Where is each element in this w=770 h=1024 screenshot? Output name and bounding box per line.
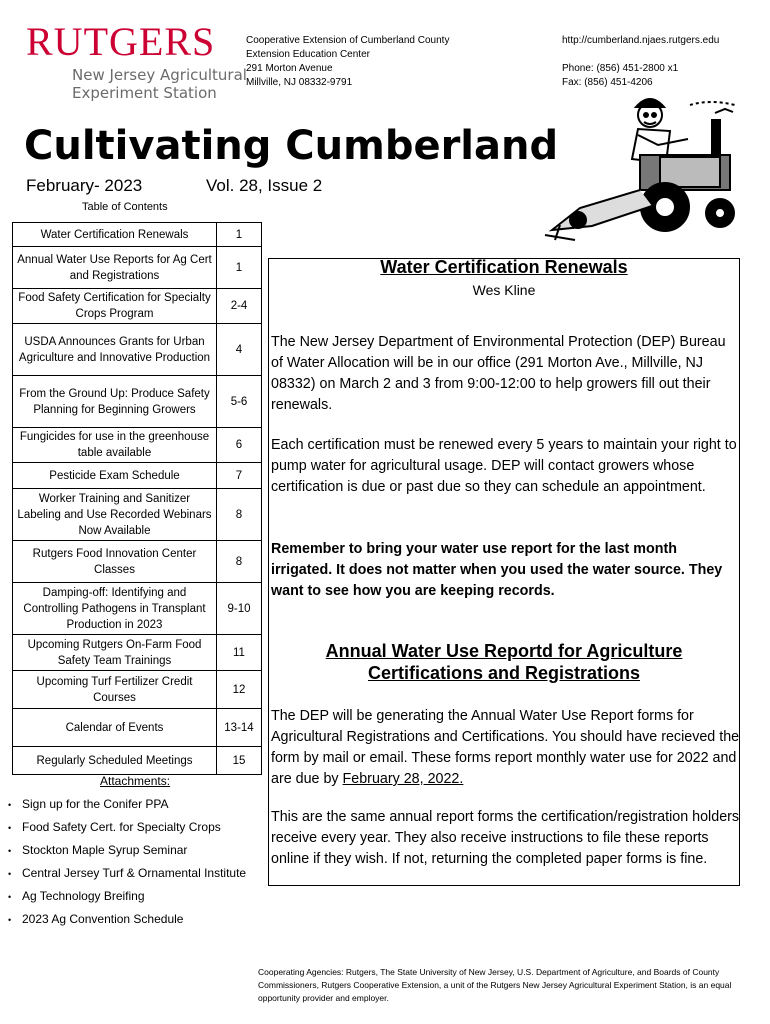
logo-subtitle-line2: Experiment Station	[72, 84, 217, 102]
table-row[interactable]	[13, 709, 262, 747]
table-row[interactable]	[13, 247, 262, 289]
list-item: • Central Jersey Turf & Ornamental Institute	[8, 865, 246, 888]
article-paragraph-bold: Remember to bring your water use report for the last month irrigated. It does not matter when you used the water source. They want to see how you are keeping records.	[271, 541, 723, 599]
toc-heading: Table of Contents	[82, 201, 168, 213]
toc-item-label: Upcoming Rutgers On-Farm Food Safety Team Trainings	[13, 635, 217, 671]
toc-item-label: From the Ground Up: Produce Safety Planning for Beginning Growers	[13, 376, 217, 428]
toc-page-number: 11	[217, 635, 262, 671]
address-line: Extension Education Center	[246, 49, 370, 60]
article-paragraph	[271, 706, 741, 790]
due-date: February 28, 2022.	[342, 771, 464, 787]
toc-page-number: 5-6	[217, 376, 262, 428]
logo-subtitle	[72, 66, 247, 102]
table-row[interactable]	[13, 635, 262, 671]
article-paragraph: Each certification must be renewed every 5 years to maintain your right to pump water for agricultural usage. DEP will contact growers whose certification is due or past due so they can schedule an appointment.	[271, 437, 737, 495]
toc-item-label: Water Certification Renewals	[13, 223, 217, 247]
toc-page-number: 2-4	[217, 289, 262, 324]
toc-page-number: 8	[217, 541, 262, 583]
toc-item-label: Rutgers Food Innovation Center Classes	[13, 541, 217, 583]
address-line: 291 Morton Avenue	[246, 63, 333, 74]
toc-item-label: Regularly Scheduled Meetings	[13, 747, 217, 775]
rutgers-logo: RUTGERS	[26, 19, 216, 64]
office-address	[246, 34, 449, 90]
table-row[interactable]	[13, 747, 262, 775]
table-row[interactable]	[13, 223, 262, 247]
article-author: Wes Kline	[472, 282, 536, 298]
logo-subtitle-line1: New Jersey Agricultural	[72, 66, 247, 84]
website-link[interactable]: http://cumberland.njaes.rutgers.edu	[562, 35, 720, 46]
toc-item-label: Pesticide Exam Schedule	[13, 463, 217, 489]
issue-date: February- 2023	[26, 176, 143, 195]
attachments-list	[8, 796, 246, 934]
toc-page-number: 8	[217, 489, 262, 541]
list-item: • Sign up for the Conifer PPA	[8, 796, 246, 819]
list-item: • Stockton Maple Syrup Seminar	[8, 842, 246, 865]
table-row[interactable]	[13, 324, 262, 376]
table-of-contents	[12, 222, 262, 775]
table-row[interactable]	[13, 541, 262, 583]
list-item: • Food Safety Cert. for Specialty Crops	[8, 819, 246, 842]
toc-page-number: 4	[217, 324, 262, 376]
phone-number: Phone: (856) 451-2800 x1	[562, 63, 679, 74]
article-paragraph: This are the same annual report forms the certification/registration holders receive every year. They also receive instructions to file these reports online if they wish. If not, returning the completed paper forms is fine.	[271, 809, 740, 867]
toc-item-label: Fungicides for use in the greenhouse table available	[13, 428, 217, 463]
table-row[interactable]	[13, 428, 262, 463]
toc-page-number: 9-10	[217, 583, 262, 635]
toc-page-number: 13-14	[217, 709, 262, 747]
toc-page-number: 1	[217, 247, 262, 289]
footer-disclaimer: Cooperating Agencies: Rutgers, The State University of New Jersey, U.S. Department of Agriculture, and Boards of County Commissioners, Rutgers Cooperative Extension, a unit of the Rutgers New Jersey Agricultural Experiment Station, is an equal opportunity provider and employer.	[258, 967, 732, 1003]
toc-item-label: Annual Water Use Reports for Ag Cert and Registrations	[13, 247, 217, 289]
paragraph-text: The DEP will be generating the Annual Water Use Report forms for Agricultural Registrations and Certifications. You should have recieved the form by mail or email. These forms report monthly water use for 2022 and are due by	[271, 708, 740, 787]
newsletter-title: Cultivating Cumberland	[24, 123, 559, 169]
table-row[interactable]	[13, 489, 262, 541]
toc-page-number: 12	[217, 671, 262, 709]
toc-item-label: Calendar of Events	[13, 709, 217, 747]
toc-item-label: Food Safety Certification for Specialty Crops Program	[13, 289, 217, 324]
address-line: Cooperative Extension of Cumberland County	[246, 35, 450, 46]
article-title: Annual Water Use Reportd for Agriculture Certifications and Registrations	[325, 641, 683, 683]
table-row[interactable]	[13, 671, 262, 709]
table-row[interactable]	[13, 289, 262, 324]
list-item: • Ag Technology Breifing	[8, 888, 246, 911]
toc-item-label: Upcoming Turf Fertilizer Credit Courses	[13, 671, 217, 709]
toc-item-label: Worker Training and Sanitizer Labeling and Use Recorded Webinars Now Available	[13, 489, 217, 541]
article-paragraph: The New Jersey Department of Environmental Protection (DEP) Bureau of Water Allocation will be in our office (291 Morton Ave., Millville, NJ 08332) on March 2 and 3 from 9:00-12:00 to help growers fill out their renewals.	[271, 334, 726, 413]
toc-page-number: 1	[217, 223, 262, 247]
list-item: • 2023 Ag Convention Schedule	[8, 911, 246, 934]
toc-page-number: 15	[217, 747, 262, 775]
toc-page-number: 6	[217, 428, 262, 463]
issue-volume: Vol. 28, Issue 2	[206, 176, 323, 195]
table-row[interactable]	[13, 463, 262, 489]
article-title: Water Certification Renewals	[380, 257, 628, 277]
farmer-tractor-illustration	[540, 95, 750, 250]
address-line: Millville, NJ 08332-9791	[246, 77, 353, 88]
toc-item-label: Damping-off: Identifying and Controlling Pathogens in Transplant Production in 2023	[13, 583, 217, 635]
table-row[interactable]	[13, 376, 262, 428]
fax-number: Fax: (856) 451-4206	[562, 77, 653, 88]
contact-info	[562, 34, 719, 90]
attachments-heading: Attachments:	[100, 774, 171, 788]
table-row[interactable]	[13, 583, 262, 635]
toc-page-number: 7	[217, 463, 262, 489]
toc-item-label: USDA Announces Grants for Urban Agriculture and Innovative Production	[13, 324, 217, 376]
